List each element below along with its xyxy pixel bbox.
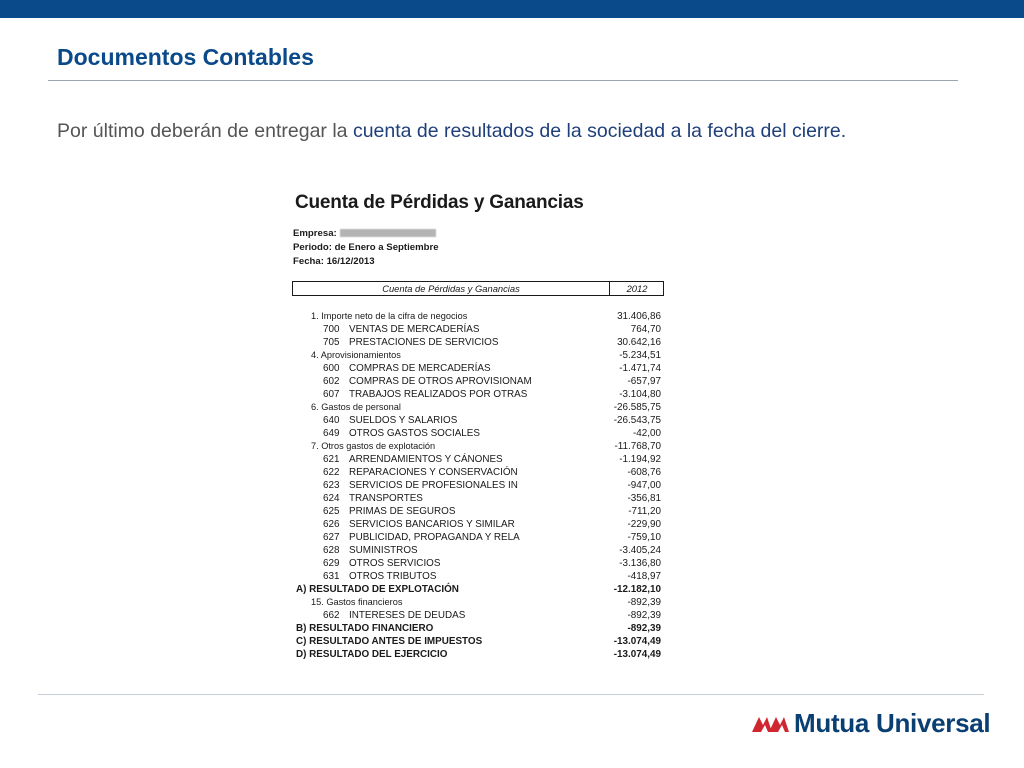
account-code: 624 <box>323 493 340 504</box>
account-value: 30.642,16 <box>617 337 661 348</box>
profit-loss-document <box>289 190 669 660</box>
account-row <box>289 427 669 440</box>
brand-name: Mutua Universal <box>794 708 991 738</box>
account-row-label <box>323 570 436 583</box>
document-title: Cuenta de Pérdidas y Ganancias <box>295 192 584 213</box>
account-code: 662 <box>323 610 340 621</box>
account-row-label <box>323 466 518 479</box>
account-rows <box>289 310 669 661</box>
account-row <box>289 479 669 492</box>
account-value: -13.074,49 <box>613 649 661 660</box>
account-row-label <box>323 518 515 531</box>
account-name: INTERESES DE DEUDAS <box>349 610 466 621</box>
account-row-label <box>323 531 520 544</box>
account-row <box>289 596 669 609</box>
account-name: TRABAJOS REALIZADOS POR OTRAS <box>349 389 528 400</box>
intro-paragraph <box>57 118 965 145</box>
account-value: -892,39 <box>627 610 661 621</box>
account-name: C) RESULTADO ANTES DE IMPUESTOS <box>296 636 483 647</box>
account-row <box>289 622 669 635</box>
account-value: -1.471,74 <box>619 363 661 374</box>
account-value: 31.406,86 <box>617 311 661 322</box>
account-row <box>289 375 669 388</box>
account-name: REPARACIONES Y CONSERVACIÓN <box>349 467 518 478</box>
account-name: COMPRAS DE OTROS APROVISIONAM <box>349 376 532 387</box>
top-accent-bar <box>0 0 1024 18</box>
account-row-label <box>323 609 465 622</box>
table-header <box>292 281 664 296</box>
account-row-label <box>323 336 498 349</box>
account-code: 625 <box>323 506 340 517</box>
account-row-label <box>311 349 401 362</box>
account-name: 4. Aprovisionamientos <box>311 350 401 360</box>
account-value: -3.104,80 <box>619 389 661 400</box>
account-row <box>289 544 669 557</box>
account-name: 1. Importe neto de la cifra de negocios <box>311 311 468 321</box>
account-code: 640 <box>323 415 340 426</box>
account-value: -418,97 <box>627 571 661 582</box>
account-name: 6. Gastos de personal <box>311 402 401 412</box>
account-name: SUELDOS Y SALARIOS <box>349 415 458 426</box>
account-row <box>289 453 669 466</box>
empresa-line <box>293 228 436 239</box>
account-value: -3.405,24 <box>619 545 661 556</box>
account-value: -42,00 <box>632 428 661 439</box>
account-row <box>289 531 669 544</box>
account-code: 600 <box>323 363 340 374</box>
account-row <box>289 466 669 479</box>
account-name: SERVICIOS DE PROFESIONALES IN <box>349 480 518 491</box>
account-row <box>289 570 669 583</box>
mutua-universal-logo-icon <box>752 714 790 734</box>
account-code: 649 <box>323 428 340 439</box>
account-value: -13.074,49 <box>613 636 661 647</box>
account-name: SERVICIOS BANCARIOS Y SIMILAR <box>349 519 515 530</box>
account-row <box>289 349 669 362</box>
account-value: -229,90 <box>627 519 661 530</box>
account-row-label <box>323 323 479 336</box>
table-header-year: 2012 <box>626 283 648 294</box>
account-code: 629 <box>323 558 340 569</box>
account-row <box>289 492 669 505</box>
account-row <box>289 505 669 518</box>
account-name: D) RESULTADO DEL EJERCICIO <box>296 649 448 660</box>
account-row <box>289 401 669 414</box>
account-name: VENTAS DE MERCADERÍAS <box>349 324 480 335</box>
account-row-label <box>323 427 480 440</box>
footer-divider <box>38 694 984 695</box>
account-row <box>289 635 669 648</box>
account-row-label <box>323 557 440 570</box>
account-value: -26.585,75 <box>613 402 661 413</box>
account-row-label <box>323 492 423 505</box>
title-divider <box>48 80 958 81</box>
account-name: ARRENDAMIENTOS Y CÁNONES <box>349 454 503 465</box>
account-value: 764,70 <box>630 324 661 335</box>
empresa-label: Empresa: <box>293 228 337 239</box>
account-name: COMPRAS DE MERCADERÍAS <box>349 363 491 374</box>
account-code: 626 <box>323 519 340 530</box>
account-row-label <box>323 414 457 427</box>
account-row <box>289 362 669 375</box>
redacted-company-name <box>340 229 436 237</box>
account-value: -26.543,75 <box>613 415 661 426</box>
account-row <box>289 440 669 453</box>
account-value: -759,10 <box>627 532 661 543</box>
account-row <box>289 648 669 661</box>
account-name: SUMINISTROS <box>349 545 418 556</box>
account-code: 700 <box>323 324 340 335</box>
slide-title: Documentos Contables <box>57 44 314 70</box>
account-value: -608,76 <box>627 467 661 478</box>
account-row <box>289 310 669 323</box>
account-row <box>289 583 669 596</box>
account-row <box>289 609 669 622</box>
account-row <box>289 336 669 349</box>
table-header-label: Cuenta de Pérdidas y Ganancias <box>293 282 610 295</box>
account-name: TRANSPORTES <box>349 493 423 504</box>
account-row-label <box>323 362 491 375</box>
account-row-label <box>323 388 527 401</box>
fecha-line: Fecha: 16/12/2013 <box>293 256 375 267</box>
periodo-line: Periodo: de Enero a Septiembre <box>293 242 439 253</box>
account-code: 602 <box>323 376 340 387</box>
account-value: -657,97 <box>627 376 661 387</box>
account-value: -711,20 <box>628 506 661 517</box>
account-row-label <box>323 544 418 557</box>
account-value: -11.768,70 <box>614 441 661 452</box>
account-row <box>289 388 669 401</box>
account-value: -356,81 <box>627 493 661 504</box>
account-code: 607 <box>323 389 340 400</box>
intro-text: Por último deberán de entregar la <box>57 120 353 142</box>
account-value: -12.182,10 <box>613 584 661 595</box>
account-row-label <box>311 440 435 453</box>
account-row-label <box>323 505 455 518</box>
account-row <box>289 518 669 531</box>
account-name: OTROS SERVICIOS <box>349 558 441 569</box>
account-row-label <box>311 401 401 414</box>
account-code: 621 <box>323 454 340 465</box>
account-row <box>289 557 669 570</box>
account-name: A) RESULTADO DE EXPLOTACIÓN <box>296 584 459 595</box>
account-row-label <box>296 583 459 596</box>
account-code: 628 <box>323 545 340 556</box>
account-code: 705 <box>323 337 340 348</box>
account-value: -1.194,92 <box>619 454 661 465</box>
account-name: OTROS GASTOS SOCIALES <box>349 428 480 439</box>
account-name: OTROS TRIBUTOS <box>349 571 437 582</box>
account-name: B) RESULTADO FINANCIERO <box>296 623 434 634</box>
account-row-label <box>323 479 518 492</box>
account-value: -3.136,80 <box>619 558 661 569</box>
account-row-label <box>323 375 532 388</box>
account-code: 631 <box>323 571 340 582</box>
account-row-label <box>311 596 402 609</box>
account-row-label <box>296 622 433 635</box>
account-row-label <box>296 635 482 648</box>
account-name: PUBLICIDAD, PROPAGANDA Y RELA <box>349 532 520 543</box>
account-row <box>289 323 669 336</box>
account-name: PRIMAS DE SEGUROS <box>349 506 456 517</box>
account-row-label <box>296 648 447 661</box>
account-name: 15. Gastos financieros <box>311 597 403 607</box>
account-code: 623 <box>323 480 340 491</box>
account-value: -947,00 <box>627 480 661 491</box>
account-row <box>289 414 669 427</box>
intro-highlight: cuenta de resultados de la sociedad a la fecha del cierre. <box>352 120 847 142</box>
account-name: 7. Otros gastos de explotación <box>311 441 436 451</box>
account-value: -892,39 <box>627 597 661 608</box>
account-name: PRESTACIONES DE SERVICIOS <box>349 337 499 348</box>
account-code: 627 <box>323 532 340 543</box>
account-code: 622 <box>323 467 340 478</box>
account-row-label <box>311 310 467 323</box>
account-row-label <box>323 453 503 466</box>
account-value: -892,39 <box>627 623 661 634</box>
account-value: -5.234,51 <box>619 350 661 361</box>
